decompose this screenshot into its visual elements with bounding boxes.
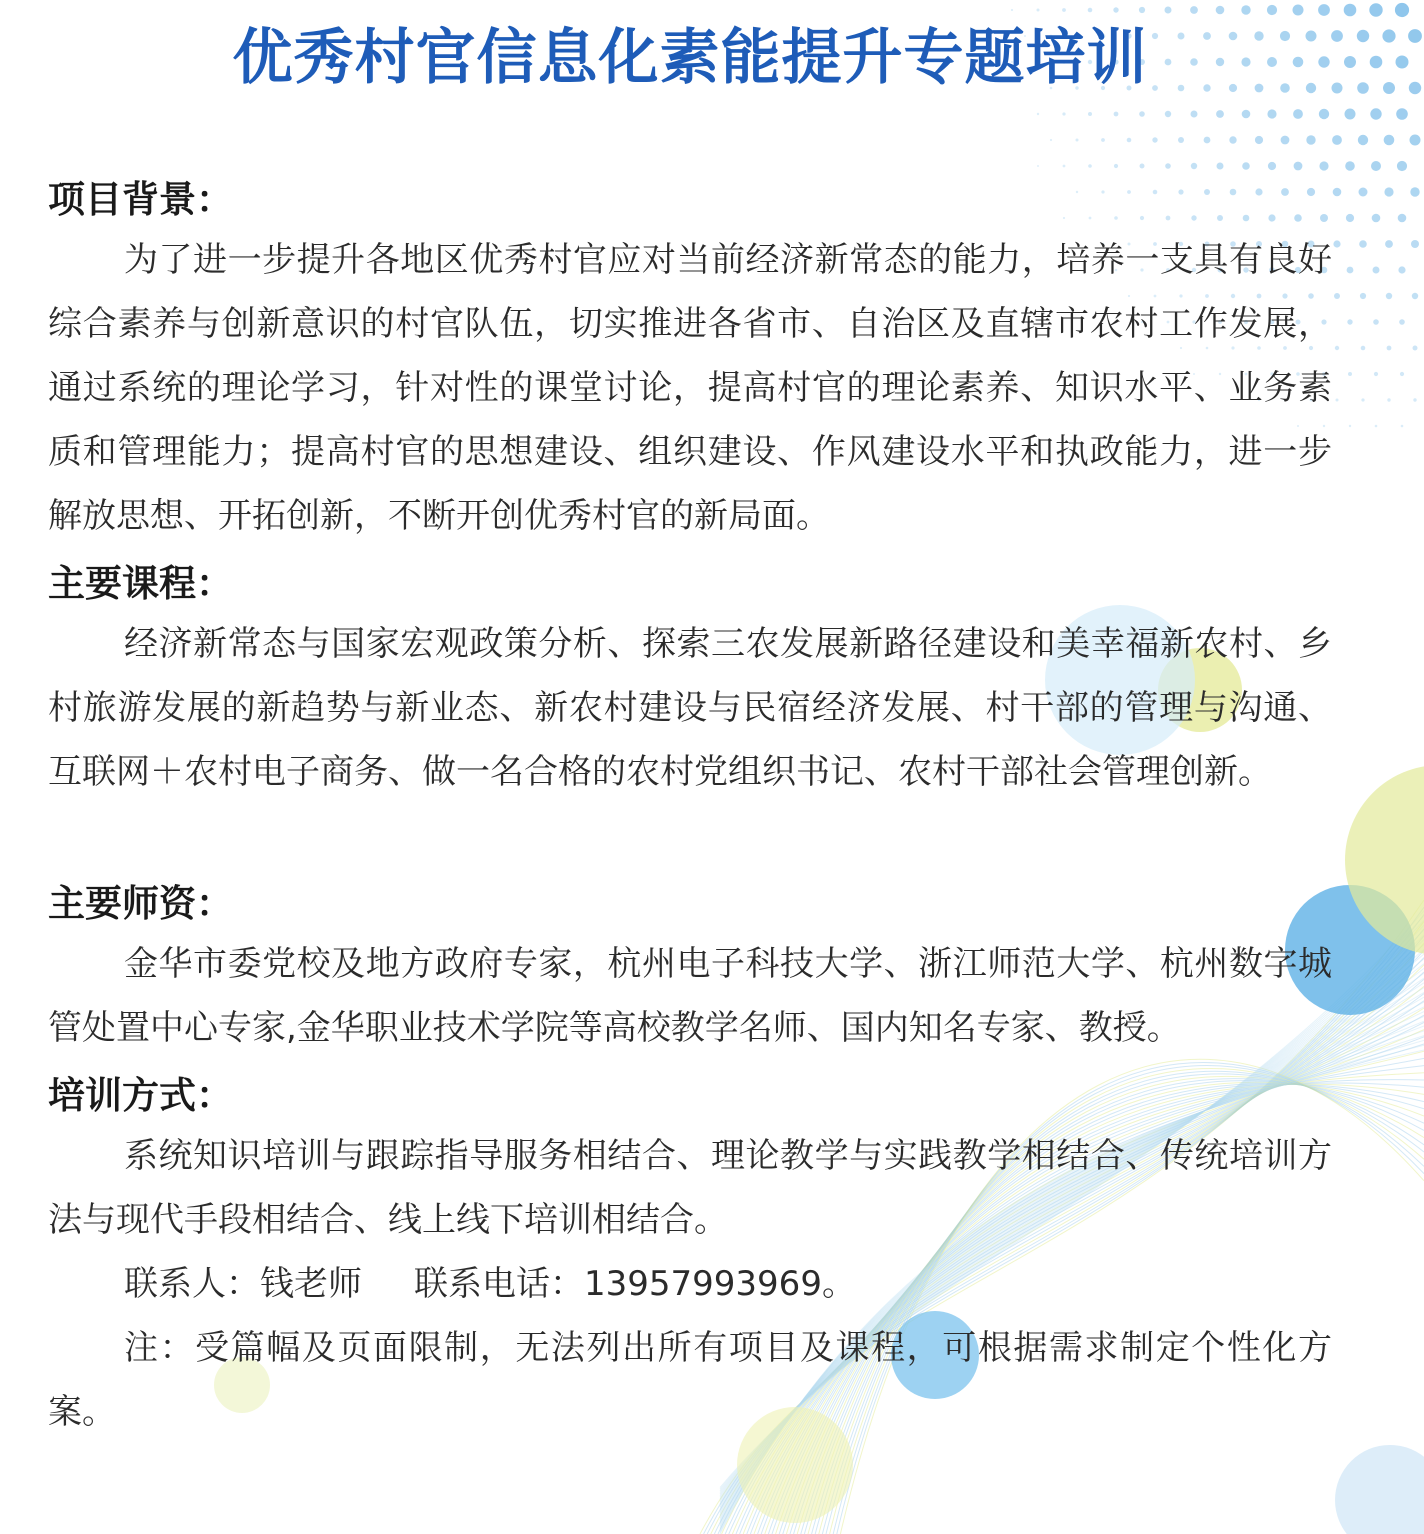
contact-person: 联系人：钱老师 (124, 1264, 362, 1304)
section-heading-method: 培训方式： (48, 1074, 233, 1117)
section-text-method: 系统知识培训与跟踪指导服务相结合、理论教学与实践教学相结合、传统培训方法与现代手段相结合、线上线下培训相结合。 (48, 1136, 1332, 1240)
contact-line (124, 1252, 856, 1316)
section-text-courses: 经济新常态与国家宏观政策分析、探索三农发展新路径建设和美幸福新农村、乡村旅游发展的新趋势与新业态、新农村建设与民宿经济发展、村干部的管理与沟通、互联网＋农村电子商务、做一名合格的农村党组织书记、农村干部社会管理创新。 (48, 624, 1332, 792)
contact-phone: 联系电话：13957993969。 (414, 1264, 856, 1304)
section-heading-courses: 主要课程： (48, 562, 233, 605)
section-text-teachers: 金华市委党校及地方政府专家，杭州电子科技大学、浙江师范大学、杭州数字城管处置中心专家,金华职业技术学院等高校教学名师、国内知名专家、教授。 (48, 944, 1332, 1048)
note-text: 注：受篇幅及页面限制，无法列出所有项目及课程，可根据需求制定个性化方案。 (48, 1328, 1332, 1432)
page-title: 优秀村官信息化素能提升专题培训 (232, 23, 1148, 93)
section-text-background: 为了进一步提升各地区优秀村官应对当前经济新常态的能力，培养一支具有良好综合素养与创新意识的村官队伍，切实推进各省市、自治区及直辖市农村工作发展，通过系统的理论学习，针对性的课堂讨论，提高村官的理论素养、知识水平、业务素质和管理能力；提高村官的思想建设、组织建设、作风建设水平和执政能力，进一步解放思想、开拓创新，不断开创优秀村官的新局面。 (48, 240, 1332, 536)
section-heading-teachers: 主要师资： (48, 882, 233, 925)
section-heading-background: 项目背景： (48, 178, 233, 221)
